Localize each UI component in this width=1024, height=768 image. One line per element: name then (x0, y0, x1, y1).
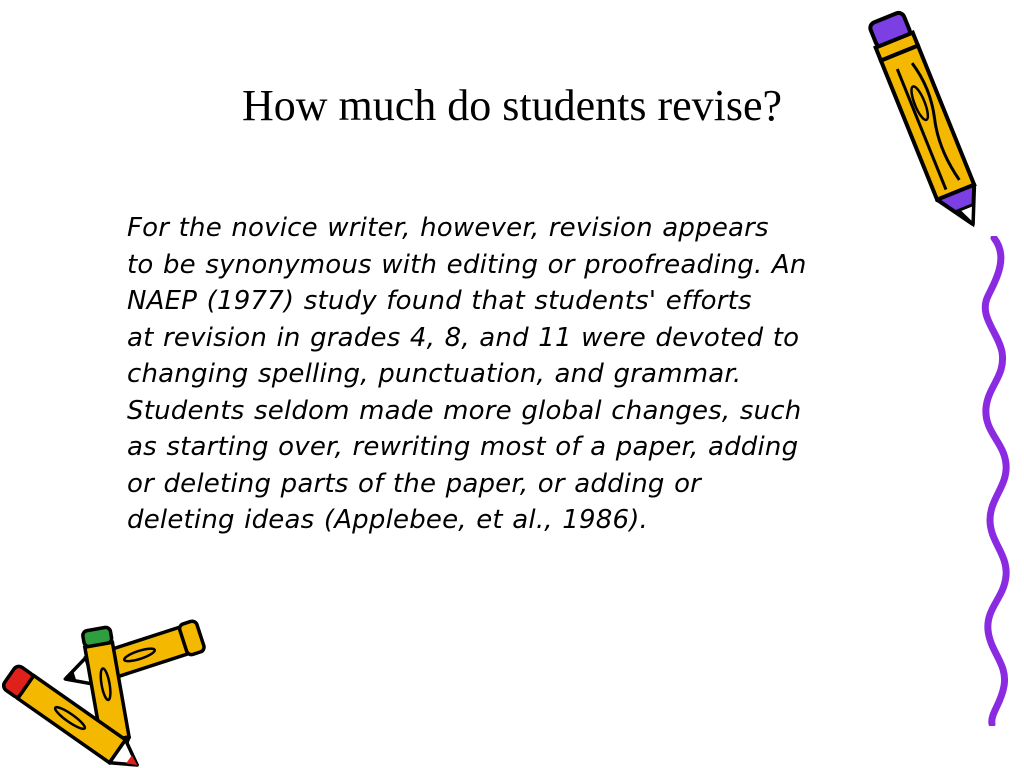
body-line: Students seldom made more global changes, such (127, 395, 802, 426)
crossed-pencils-icon (0, 618, 210, 768)
body-line: or deleting parts of the paper, or adding or (127, 468, 702, 499)
body-line: For the novice writer, however, revision appears (127, 213, 769, 243)
slide-title: How much do students revise? (241, 81, 783, 130)
body-line: NAEP (1977) study found that students' efforts (127, 286, 752, 316)
body-line: to be synonymous with editing or proofreading. An (127, 249, 807, 280)
body-line: at revision in grades 4, 8, and 11 were devoted to (127, 322, 800, 353)
squiggle-line-icon (968, 236, 1024, 726)
body-line: deleting ideas (Applebee, et al., 1986). (127, 505, 649, 535)
slide-body (127, 210, 932, 539)
pencil-icon (862, 0, 1002, 246)
body-line: changing spelling, punctuation, and grammar. (127, 359, 742, 389)
body-line: as starting over, rewriting most of a paper, adding (127, 432, 799, 462)
